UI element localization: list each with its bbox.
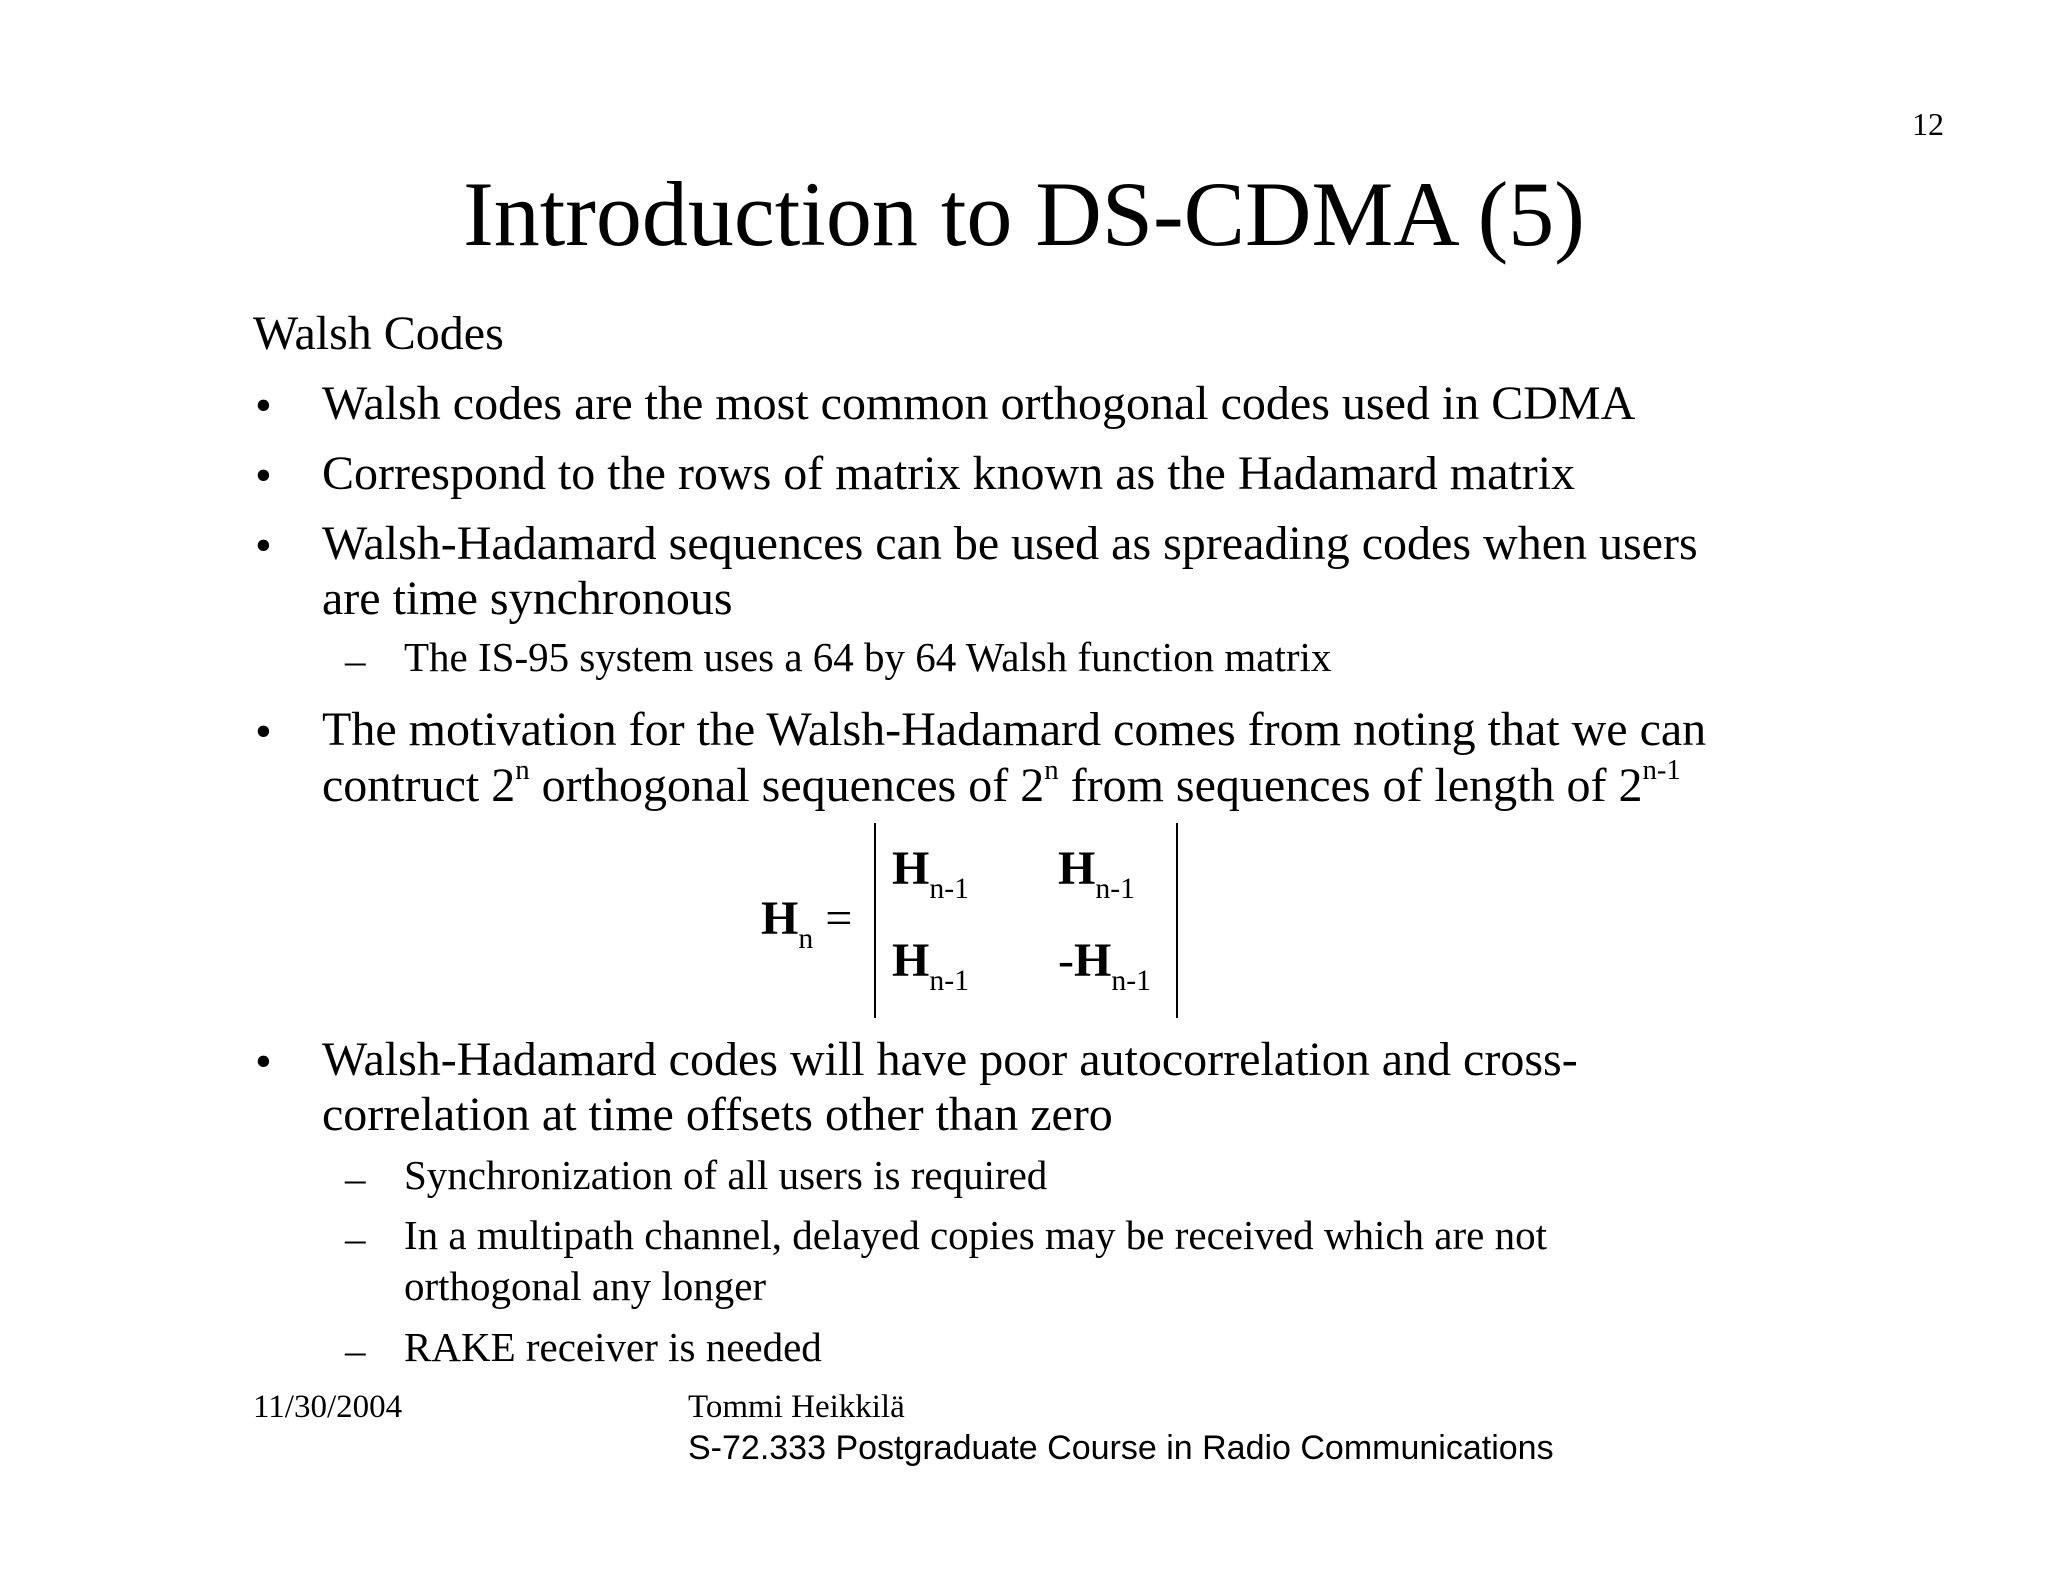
subbullet-synchronization: Synchronization of all users is required [404,1152,1048,1198]
matrix-cell-r2c2: $-H_{n-1}$ [1058,934,1151,997]
bullet-poor-correlation-line2: correlation at time offsets other than zero [322,1088,1113,1141]
bullet-marker: • [255,449,272,502]
footer-course: S-72.333 Postgraduate Course in Radio Communications [688,1429,1554,1467]
bullet-marker: • [255,519,272,572]
subbullet-is95: The IS-95 system uses a 64 by 64 Walsh function matrix [404,634,1332,680]
bullet-marker: • [255,705,272,758]
bullet-hadamard-rows: Correspond to the rows of matrix known as the Hadamard matrix [322,447,1576,500]
slide-title: Introduction to DS-CDMA (5) [463,163,1585,265]
matrix-cell-r2c1: $H_{n-1}$ [892,934,970,997]
subbullet-multipath-line2: orthogonal any longer [404,1263,767,1309]
bullet-marker: • [255,1035,272,1088]
footer-author: Tommi Heikkilä [688,1389,905,1425]
matrix-left-bar [874,823,876,1018]
page-number: 12 [1912,106,1944,142]
dash-marker: – [345,1155,366,1201]
dash-marker: – [345,1327,366,1373]
subbullet-multipath-line1: In a multipath channel, delayed copies may be received which are not [404,1212,1547,1258]
bullet-marker: • [255,379,272,432]
dash-marker: – [345,637,366,683]
matrix-lhs: $H_n$ = [761,892,853,955]
footer-date: 11/30/2004 [253,1389,403,1425]
bullet-poor-correlation-line1: Walsh-Hadamard codes will have poor autocorrelation and cross- [322,1033,1578,1086]
bullet-walsh-common: Walsh codes are the most common orthogonal codes used in CDMA [322,377,1636,430]
bullet-spreading-line1: Walsh-Hadamard sequences can be used as spreading codes when users [322,517,1698,570]
bullet-motivation-line1: The motivation for the Walsh-Hadamard comes from noting that we can [322,703,1707,756]
dash-marker: – [345,1215,366,1261]
bullet-motivation-line2: contruct 2$^n$ orthogonal sequences of 2$^n$ from sequences of length of 2$^{n-1}$ [322,754,1681,812]
bullet-spreading-line2: are time synchronous [322,572,733,625]
matrix-cell-r1c2: $H_{n-1}$ [1058,842,1136,905]
section-heading: Walsh Codes [253,307,504,360]
matrix-cell-r1c1: $H_{n-1}$ [892,842,970,905]
subbullet-rake: RAKE receiver is needed [404,1324,822,1370]
matrix-right-bar [1176,823,1178,1018]
